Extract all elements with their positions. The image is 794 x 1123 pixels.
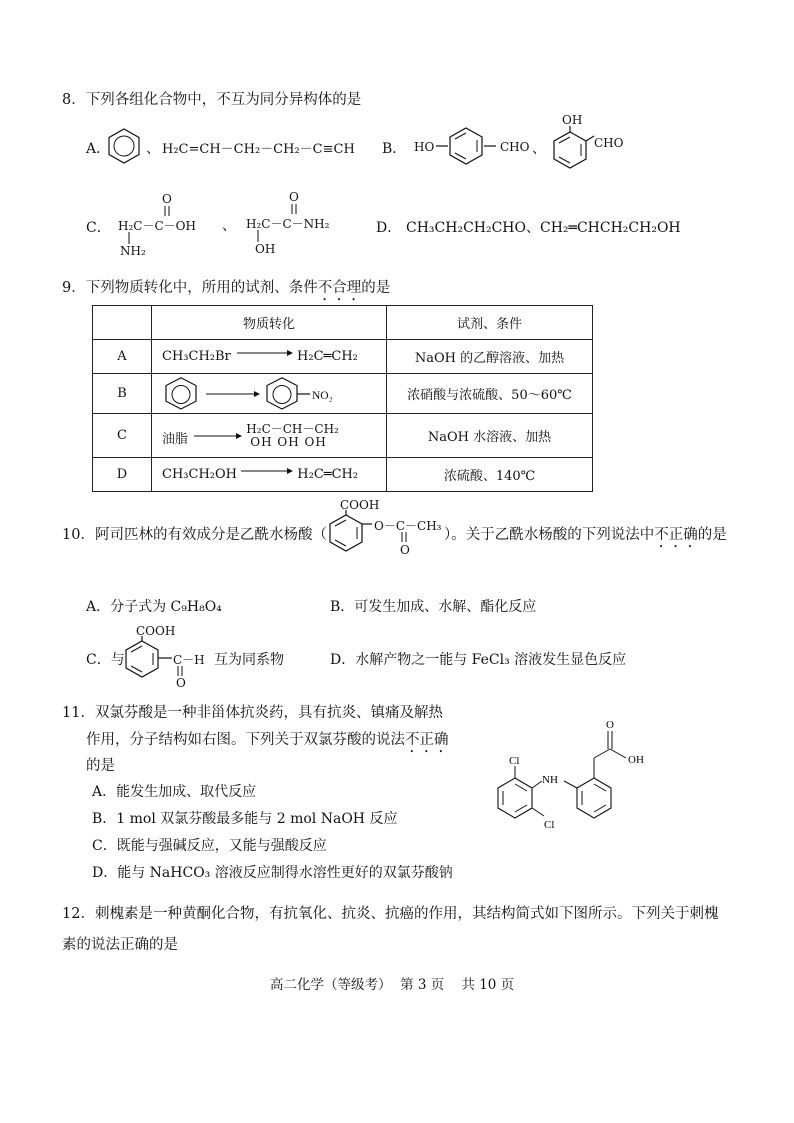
q9-row-d-reagent: 浓硫酸、140℃ (387, 458, 593, 492)
q9-row-c-id: C (93, 414, 152, 458)
q10-stem-post-a: ）。关于乙酰水杨酸的下列说法中 (444, 527, 655, 543)
glycerol-structure (246, 423, 339, 449)
q8-c-left-nh2: NH₂ (120, 244, 146, 258)
benzene-ring-icon (322, 510, 372, 556)
q10-opt-c-pre: C．与 (86, 652, 125, 668)
q9-stem-emph: 不合理 (317, 280, 362, 296)
q8-a-formula: H₂C=CH－CH₂－CH₂－C≡CH (162, 142, 355, 157)
q11-line2 (86, 728, 449, 756)
q9-header-conversion: 物质转化 (152, 306, 387, 340)
q10-opt-a: A．分子式为 C₉H₈O₄ (86, 599, 222, 615)
benzene-ring-icon (546, 126, 596, 174)
q11-line3: 的是 (86, 758, 115, 774)
q8-c-right-o: O (289, 190, 299, 204)
q9-stem (62, 276, 390, 304)
q11-fig-o: O (606, 719, 614, 731)
q9-row-a-conversion (152, 340, 387, 374)
bond-line-icon (253, 230, 263, 242)
q11-opt-d: D．能与 NaHCO₃ 溶液反应制得水溶性更好的双氯芬酸钠 (92, 865, 453, 881)
q9-header-blank (93, 306, 152, 340)
q9-row-c-to-bot: OH OH OH (250, 434, 327, 449)
q11-opt-b: B．1 mol 双氯芬酸最多能与 2 mol NaOH 反应 (92, 811, 398, 827)
q11-fig-cl2: Cl (544, 819, 555, 831)
q11-line2-pre: 作用，分子结构如右图。下列关于双氯芬酸的说法 (86, 732, 405, 748)
q9-row-d-id: D (93, 458, 152, 492)
q10-opt-c-cooh: COOH (136, 624, 176, 638)
q10-cooh: COOH (340, 498, 380, 512)
q9-row-c-from: 油脂 (162, 432, 189, 447)
q9-row-b-id: B (93, 374, 152, 414)
table-row (93, 414, 593, 458)
benzene-ring-icon (118, 636, 174, 682)
q11-opt-a: A．能发生加成、取代反应 (92, 784, 257, 800)
q8-d-text: CH₃CH₂CH₂CHO、CH₂═CHCH₂CH₂OH (406, 220, 681, 236)
q10-opt-b: B．可发生加成、水解、酯化反应 (330, 599, 537, 615)
double-bond-icon (174, 666, 186, 676)
diclofenac-structure (480, 716, 680, 840)
q10-stem-pre: 10．阿司匹林的有效成分是乙酰水杨酸（ (62, 527, 327, 543)
q9-header-reagent: 试剂、条件 (387, 306, 593, 340)
double-bond-icon (160, 206, 176, 216)
page-footer: 高二化学（等级考） 第 3 页 共 10 页 (270, 977, 515, 993)
q9-stem-post: 的是 (361, 280, 391, 296)
q9-row-c-conversion (152, 414, 387, 458)
q9-row-c-to-top: H₂C－CH－CH₂ (246, 421, 339, 436)
q11-fig-cl1: Cl (509, 755, 520, 767)
q9-row-b-conversion (152, 374, 387, 414)
q10-ester: O－C－CH₃ (374, 519, 442, 533)
q11-line2-emph: 不正确 (405, 732, 449, 748)
q8-a-label: A． (86, 141, 111, 157)
q8-b-cho2: CHO (594, 136, 624, 150)
q9-row-b-reagent: 浓硝酸与浓硫酸、50～60℃ (387, 374, 593, 414)
table-row (93, 458, 593, 492)
q9-row-d-conversion (152, 458, 387, 492)
q12-line1: 12．刺槐素是一种黄酮化合物，有抗氧化、抗炎、抗癌的作用，其结构简式如下图所示。下列关于刺槐 (62, 906, 719, 922)
q8-c-right-oh: OH (255, 242, 276, 256)
q9-row-b-to-sub: NO₂ (312, 389, 333, 402)
benzene-ring-icon (104, 126, 144, 166)
q10-opt-c-o: O (176, 676, 186, 690)
q11-opt-c: C．既能与强碱反应，又能与强酸反应 (92, 838, 327, 854)
q9-row-a-to: H₂C═CH₂ (297, 349, 358, 364)
q11-line1: 11．双氯芬酸是一种非甾体抗炎药，具有抗炎、镇痛及解热 (62, 705, 443, 721)
q9-stem-pre: 9．下列物质转化中，所用的试剂、条件 (62, 280, 318, 296)
q10-o: O (400, 543, 410, 557)
q11-fig-oh: OH (628, 754, 644, 766)
q10-stem-post-b: 的是 (697, 527, 727, 543)
reaction-arrow-icon (235, 346, 293, 361)
double-bond-icon (398, 532, 410, 542)
benzene-nitration-icon (162, 376, 362, 412)
reaction-arrow-icon (192, 429, 242, 444)
q8-b-oh: OH (562, 113, 583, 127)
q8-a-sep: 、 (146, 141, 160, 157)
q8-c-sep: 、 (222, 218, 236, 234)
q10-stem-post (444, 523, 727, 551)
table-row (93, 340, 593, 374)
q9-row-d-from: CH₃CH₂OH (162, 467, 237, 482)
q12-line2: 素的说法正确的是 (62, 937, 178, 953)
q10-opt-c-grp: C－H (173, 653, 205, 667)
q10-opt-d: D．水解产物之一能与 FeCl₃ 溶液发生显色反应 (330, 652, 627, 668)
q10-opt-c-post: 互为同系物 (214, 652, 284, 668)
benzene-ring-icon (436, 124, 496, 168)
table-row (93, 374, 593, 414)
q8-d-label: D． (376, 220, 402, 236)
q8-c-right-main: H₂C－C－NH₂ (246, 217, 330, 231)
q8-b-label: B． (382, 141, 407, 157)
q8-c-label: C． (86, 220, 111, 236)
double-bond-icon (287, 204, 303, 214)
q8-stem: 8．下列各组化合物中，不互为同分异构体的是 (62, 92, 362, 108)
q10-stem-emph: 不正确 (654, 527, 698, 543)
q8-b-sep: 、 (532, 141, 546, 157)
q9-row-a-from: CH₃CH₂Br (162, 349, 231, 364)
q8-b-cho: CHO (500, 140, 530, 154)
q9-row-a-id: A (93, 340, 152, 374)
bond-line-icon (124, 232, 134, 244)
reaction-arrow-icon (241, 464, 293, 479)
q9-row-c-reagent: NaOH 水溶液、加热 (387, 414, 593, 458)
q8-b-ho: HO (414, 140, 435, 154)
q11-fig-nh: NH (542, 774, 558, 786)
q9-table (92, 305, 593, 492)
q8-c-left-main: H₂C－C－OH (118, 219, 196, 233)
q9-row-a-reagent: NaOH 的乙醇溶液、加热 (387, 340, 593, 374)
q8-c-left-o: O (162, 192, 172, 206)
q9-row-d-to: H₂C═CH₂ (297, 467, 359, 482)
